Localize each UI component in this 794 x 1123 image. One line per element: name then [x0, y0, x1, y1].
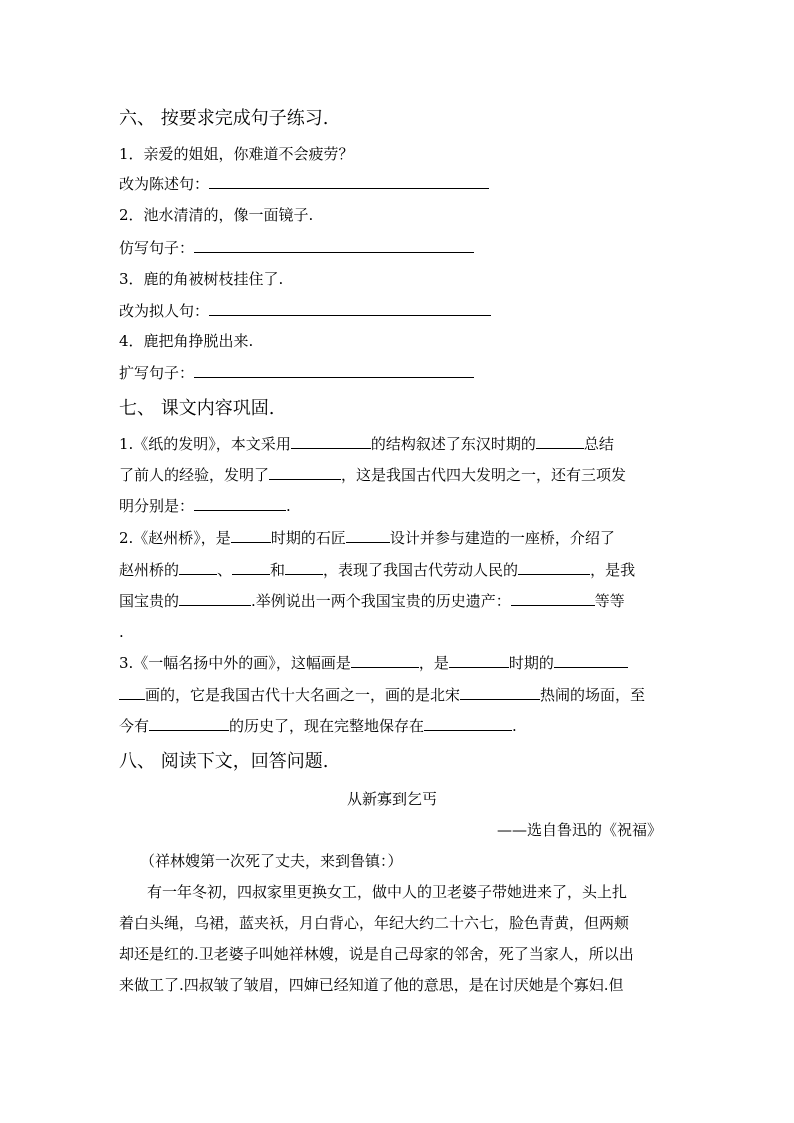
answer-blank[interactable] — [149, 716, 229, 731]
answer-blank[interactable] — [291, 434, 371, 449]
text: 的历史了，现在完整地保存在 — [229, 717, 425, 735]
answer-blank[interactable] — [518, 560, 590, 575]
answer-blank[interactable] — [460, 685, 540, 700]
s7-q1-line-2 — [119, 464, 626, 486]
s7-q2-line-2 — [119, 559, 635, 581]
answer-blank[interactable] — [449, 653, 509, 668]
text: 了前人的经验，发明了 — [119, 466, 270, 484]
answer-blank[interactable] — [194, 238, 474, 253]
section-8-heading: 八、 阅读下文，回答问题. — [119, 751, 329, 772]
s6-question-3: 3．鹿的角被树枝挂住了. — [119, 270, 284, 288]
s7-q2-line-4: . — [119, 623, 124, 641]
answer-blank[interactable] — [179, 560, 217, 575]
answer-blank[interactable] — [285, 560, 323, 575]
text: 设计并参与建造的一座桥，介绍了 — [389, 529, 615, 547]
answer-blank[interactable] — [194, 496, 286, 511]
s6-question-1: 1．亲爱的姐姐，你难道不会疲劳？ — [119, 145, 354, 163]
s7-q3-line-3 — [119, 715, 517, 737]
s7-q2-line-3 — [119, 590, 625, 612]
s6-answer-prompt: 仿写句子： — [119, 239, 195, 257]
section-7-heading: 七、 课文内容巩固. — [119, 398, 275, 419]
answer-blank[interactable] — [194, 363, 474, 378]
s7-q1-line-3 — [119, 495, 291, 517]
s6-question-2: 2．池水清清的，像一面镜子. — [119, 206, 314, 224]
text: 2.《赵州桥》，是 — [119, 529, 231, 547]
text: 国宝贵的 — [119, 592, 180, 610]
text: ，表现了我国古代劳动人民的 — [323, 561, 519, 579]
passage-title: 从新寡到乞丐 — [347, 790, 438, 808]
answer-blank[interactable] — [346, 528, 390, 543]
text: .举例说出一两个我国宝贵的历史遗产： — [251, 592, 511, 610]
answer-blank[interactable] — [179, 591, 251, 606]
answer-blank[interactable] — [554, 653, 628, 668]
passage-source: ——选自鲁迅的《祝福》 — [497, 821, 663, 839]
passage-intro: （祥林嫂第一次死了丈夫，来到鲁镇：） — [140, 852, 403, 870]
text: 3.《一幅名扬中外的画》，这幅画是 — [119, 654, 351, 672]
answer-blank[interactable] — [424, 716, 512, 731]
text: . — [286, 497, 291, 515]
text: 时期的石匠 — [270, 529, 346, 547]
s7-q3-line-1 — [119, 652, 628, 674]
passage-line-2: 着白头绳，乌裙，蓝夹袄，月白背心，年纪大约二十六七，脸色青黄，但两颊 — [119, 914, 630, 932]
text: ，是我 — [590, 561, 636, 579]
answer-blank[interactable] — [231, 528, 271, 543]
text: 、 — [217, 561, 233, 579]
text: 时期的 — [508, 654, 554, 672]
s6-answer-prompt: 扩写句子： — [119, 364, 195, 382]
answer-blank[interactable] — [351, 653, 419, 668]
s6-question-4: 4．鹿把角挣脱出来. — [119, 332, 254, 350]
answer-blank[interactable] — [232, 560, 270, 575]
text: . — [512, 717, 517, 735]
s6-answer-line-4 — [119, 362, 474, 384]
s6-answer-line-1 — [119, 173, 489, 195]
s7-q2-line-1 — [119, 527, 615, 549]
passage-line-3: 却还是红的.卫老婆子叫她祥林嫂，说是自己母家的邻舍，死了当家人，所以出 — [119, 945, 634, 963]
answer-blank[interactable] — [209, 174, 489, 189]
section-6-heading: 六、 按要求完成句子练习. — [119, 108, 329, 129]
text: 明分别是： — [119, 497, 195, 515]
text: 等等 — [594, 592, 625, 610]
passage-line-1: 有一年冬初，四叔家里更换女工，做中人的卫老婆子带她进来了，头上扎 — [147, 883, 628, 901]
text: 和 — [270, 561, 286, 579]
text: ，是 — [418, 654, 449, 672]
s6-answer-line-3 — [119, 300, 491, 322]
text: 画的，它是我国古代十大名画之一，画的是北宋 — [145, 686, 461, 704]
text: 的结构叙述了东汉时期的 — [370, 435, 536, 453]
text: 今有 — [119, 717, 150, 735]
answer-blank[interactable] — [119, 685, 145, 700]
text: 总结 — [583, 435, 614, 453]
s6-answer-prompt: 改为陈述句： — [119, 175, 210, 193]
answer-blank[interactable] — [209, 301, 491, 316]
s7-q3-line-2 — [119, 684, 645, 706]
answer-blank[interactable] — [511, 591, 595, 606]
passage-line-4: 来做工了.四叔皱了皱眉，四婶已经知道了他的意思，是在讨厌她是个寡妇.但 — [119, 976, 624, 994]
text: 赵州桥的 — [119, 561, 180, 579]
answer-blank[interactable] — [269, 465, 341, 480]
s6-answer-line-2 — [119, 237, 474, 259]
s7-q1-line-1 — [119, 433, 614, 455]
text: 热闹的场面，至 — [540, 686, 646, 704]
text: ，这是我国古代四大发明之一，还有三项发 — [341, 466, 627, 484]
answer-blank[interactable] — [536, 434, 584, 449]
text: 1.《纸的发明》，本文采用 — [119, 435, 291, 453]
s6-answer-prompt: 改为拟人句： — [119, 302, 210, 320]
